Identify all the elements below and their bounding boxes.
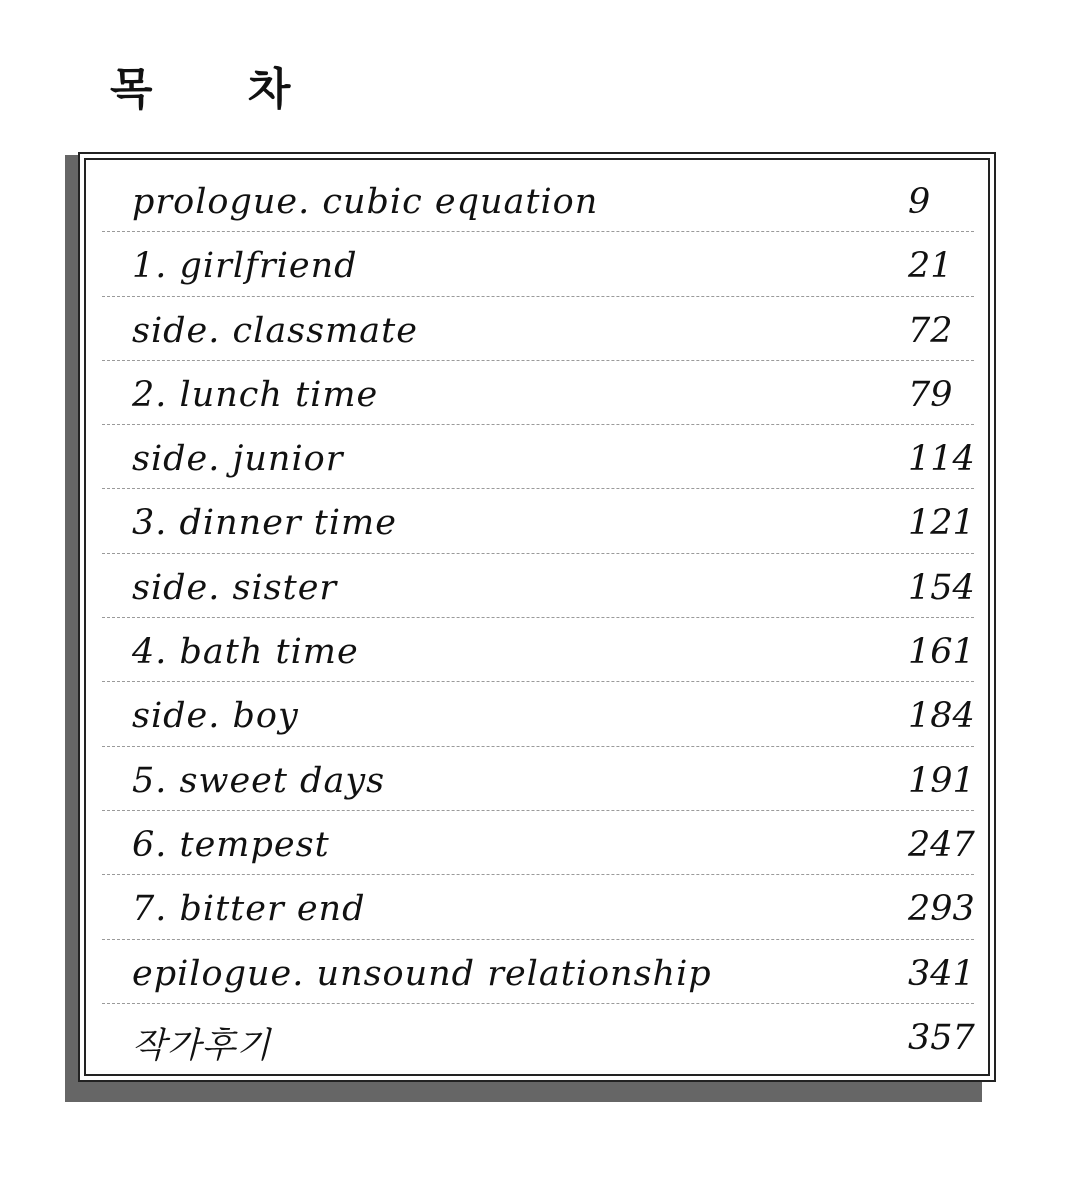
toc-entry-page: 121	[908, 503, 975, 544]
toc-entry-page: 9	[908, 182, 931, 222]
toc-list	[102, 168, 974, 1068]
toc-entry[interactable]	[102, 232, 974, 296]
toc-entry[interactable]	[102, 682, 974, 746]
page-title: 목 차	[110, 64, 331, 115]
toc-entry[interactable]	[102, 618, 974, 682]
toc-entry-page: 114	[908, 439, 975, 480]
toc-entry[interactable]	[102, 554, 974, 618]
toc-entry-title: 6. tempest	[132, 824, 330, 865]
toc-entry-page: 191	[908, 760, 975, 801]
toc-entry[interactable]	[102, 489, 974, 553]
toc-entry[interactable]	[102, 940, 974, 1004]
toc-entry[interactable]	[102, 1004, 974, 1068]
toc-entry-title: side. sister	[132, 567, 338, 608]
toc-entry-title: side. boy	[132, 696, 299, 737]
toc-entry-page: 79	[908, 374, 953, 415]
toc-entry-title: 2. lunch time	[132, 374, 379, 415]
toc-entry[interactable]	[102, 168, 974, 232]
toc-entry[interactable]	[102, 361, 974, 425]
toc-box	[78, 152, 996, 1082]
toc-entry-title: epilogue. unsound relationship	[132, 953, 712, 994]
toc-entry-page: 357	[908, 1017, 975, 1058]
toc-entry-page: 21	[908, 246, 953, 287]
toc-entry[interactable]	[102, 297, 974, 361]
toc-entry-title: 7. bitter end	[132, 889, 366, 930]
toc-entry-page: 293	[908, 889, 975, 930]
toc-entry-page: 154	[908, 567, 975, 608]
toc-entry[interactable]	[102, 875, 974, 939]
toc-entry-title: 5. sweet days	[132, 760, 386, 801]
toc-entry-page: 161	[908, 632, 975, 673]
toc-entry-title: prologue. cubic equation	[132, 182, 599, 222]
toc-entry-title: 1. girlfriend	[132, 246, 358, 287]
toc-entry-page: 184	[908, 696, 975, 737]
toc-entry-title: 4. bath time	[132, 632, 359, 673]
toc-entry-page: 247	[908, 824, 975, 865]
toc-entry-title: 작가후기	[132, 1025, 272, 1066]
toc-entry[interactable]	[102, 811, 974, 875]
toc-entry-page: 341	[908, 953, 975, 994]
toc-entry[interactable]	[102, 425, 974, 489]
toc-inner-border	[84, 158, 990, 1076]
toc-entry-page: 72	[908, 310, 953, 351]
toc-entry-title: side. junior	[132, 439, 344, 480]
toc-entry-title: 3. dinner time	[132, 503, 397, 544]
toc-entry-title: side. classmate	[132, 310, 418, 351]
toc-entry[interactable]	[102, 747, 974, 811]
